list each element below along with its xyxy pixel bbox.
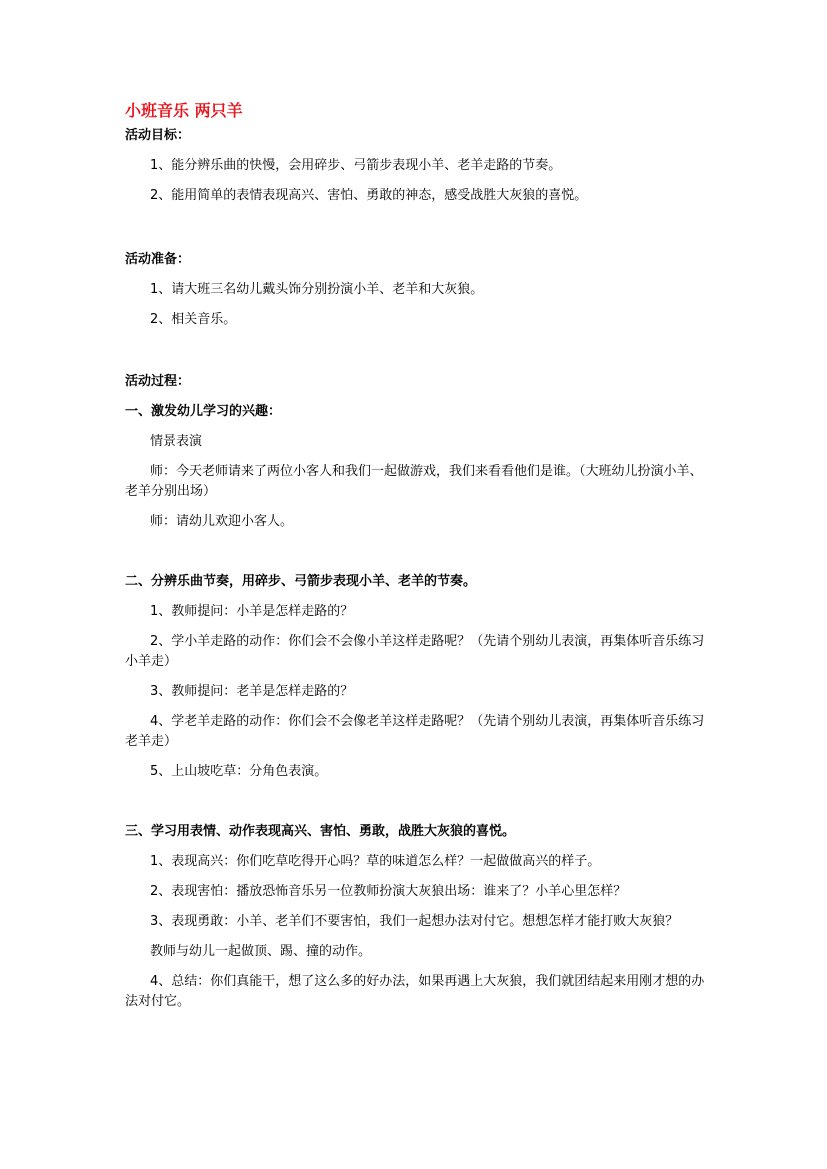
section-1-item-3: 师：请幼儿欢迎小客人。 bbox=[150, 514, 294, 529]
section-3-item-1: 1、表现高兴：你们吃草吃得开心吗？草的味道怎么样？一起做做高兴的样子。 bbox=[150, 854, 601, 869]
spacer bbox=[125, 452, 705, 462]
goal-item-1: 1、能分辨乐曲的快慢，会用碎步、弓箭步表现小羊、老羊走路的节奏。 bbox=[150, 158, 562, 173]
document-title: 小班音乐 两只羊 bbox=[125, 101, 243, 120]
goal-item-2: 2、能用简单的表情表现高兴、害怕、勇敢的神态，感受战胜大灰狼的喜悦。 bbox=[150, 188, 588, 203]
spacer bbox=[125, 206, 705, 250]
spacer bbox=[125, 902, 705, 912]
section-3-item-2: 2、表现害怕：播放恐怖音乐另一位教师扮演大灰狼出场：谁来了？小羊心里怎样？ bbox=[150, 884, 627, 899]
spacer bbox=[125, 872, 705, 882]
spacer bbox=[125, 300, 705, 310]
spacer bbox=[125, 962, 705, 972]
spacer bbox=[125, 672, 705, 682]
section-3-heading: 三、学习用表情、动作表现高兴、害怕、勇敢，战胜大灰狼的喜悦。 bbox=[125, 824, 516, 839]
section-1-heading: 一、激发幼儿学习的兴趣： bbox=[125, 404, 282, 419]
section-3-item-5: 4、总结：你们真能干，想了这么多的好办法，如果再遇上大灰狼，我们就团结起来用刚才想的办法对付它。 bbox=[125, 974, 705, 1009]
section-2-item-2: 2、学小羊走路的动作：你们会不会像小羊这样走路呢？（先请个别幼儿表演，再集体听音乐练习小羊走） bbox=[125, 634, 705, 669]
section-2-item-5: 5、上山坡吃草：分角色表演。 bbox=[150, 764, 328, 779]
spacer bbox=[125, 176, 705, 186]
section-1-item-1: 情景表演 bbox=[150, 434, 203, 449]
spacer bbox=[125, 842, 705, 852]
spacer bbox=[125, 752, 705, 762]
section-3-item-3: 3、表现勇敢：小羊、老羊们不要害怕，我们一起想办法对付它。想想怎样才能打败大灰狼？ bbox=[150, 914, 679, 929]
spacer bbox=[125, 532, 705, 572]
spacer bbox=[125, 422, 705, 432]
spacer bbox=[125, 502, 705, 512]
section-2-heading: 二、分辨乐曲节奏，用碎步、弓箭步表现小羊、老羊的节奏。 bbox=[125, 574, 477, 589]
spacer bbox=[125, 146, 705, 156]
spacer bbox=[125, 782, 705, 822]
section-2-item-4: 4、学老羊走路的动作：你们会不会像老羊这样走路呢？（先请个别幼儿表演，再集体听音乐练习老羊走） bbox=[125, 714, 705, 749]
prep-item-2: 2、相关音乐。 bbox=[150, 312, 237, 327]
section-2-item-1: 1、教师提问：小羊是怎样走路的？ bbox=[150, 604, 354, 619]
spacer bbox=[125, 592, 705, 602]
document-body bbox=[125, 100, 705, 1012]
prep-item-1: 1、请大班三名幼儿戴头饰分别扮演小羊、老羊和大灰狼。 bbox=[150, 282, 484, 297]
spacer bbox=[125, 702, 705, 712]
section-3-item-4: 教师与幼儿一起做顶、踢、撞的动作。 bbox=[150, 944, 372, 959]
goals-heading: 活动目标： bbox=[125, 128, 191, 143]
prep-heading: 活动准备： bbox=[125, 252, 191, 267]
process-heading: 活动过程： bbox=[125, 374, 191, 389]
section-1-item-2: 师：今天老师请来了两位小客人和我们一起做游戏，我们来看看他们是谁。（大班幼儿扮演小羊、老羊分别出场） bbox=[125, 464, 703, 499]
spacer bbox=[125, 330, 705, 372]
spacer bbox=[125, 932, 705, 942]
section-2-item-3: 3、教师提问：老羊是怎样走路的？ bbox=[150, 684, 354, 699]
spacer bbox=[125, 270, 705, 280]
spacer bbox=[125, 622, 705, 632]
spacer bbox=[125, 392, 705, 402]
